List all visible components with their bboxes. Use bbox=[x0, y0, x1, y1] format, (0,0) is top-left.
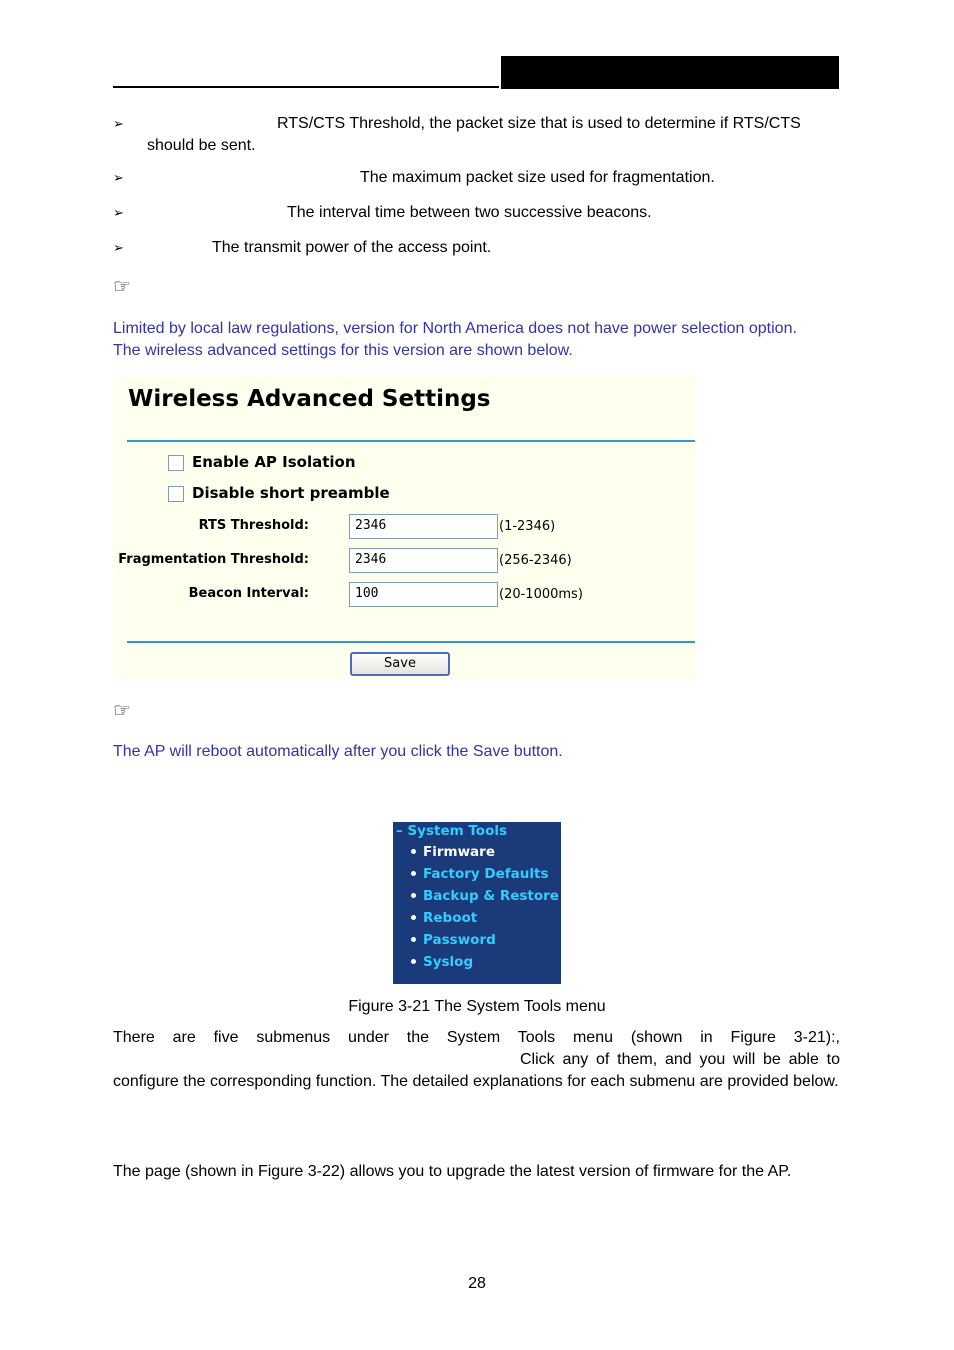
menu-item-password[interactable]: Password bbox=[411, 932, 496, 948]
bullet-beacon-text: The interval time between two successive beacons. bbox=[287, 204, 652, 221]
bullet-dot-icon bbox=[411, 871, 416, 876]
beacon-interval-input[interactable]: 100 bbox=[349, 582, 498, 607]
arrow-bullet-icon: ➢ bbox=[113, 240, 124, 255]
rts-threshold-input[interactable]: 2346 bbox=[349, 514, 498, 539]
paragraph-firmware-intro: The page (shown in Figure 3-22) allows you to upgrade the latest version of firmware for the AP. bbox=[113, 1163, 792, 1180]
menu-item-syslog[interactable]: Syslog bbox=[411, 954, 473, 970]
ap-isolation-label: Enable AP Isolation bbox=[192, 453, 356, 471]
short-preamble-label: Disable short preamble bbox=[192, 484, 390, 502]
bullet-dot-icon bbox=[411, 849, 416, 854]
top-divider bbox=[127, 440, 695, 442]
rts-threshold-label: RTS Threshold: bbox=[198, 518, 309, 533]
arrow-bullet-icon: ➢ bbox=[113, 205, 124, 220]
fragmentation-threshold-range: (256-2346) bbox=[499, 553, 572, 568]
arrow-bullet-icon: ➢ bbox=[113, 116, 124, 131]
bullet-rts-cont: should be sent. bbox=[147, 137, 256, 154]
rts-threshold-range: (1-2346) bbox=[499, 519, 556, 534]
arrow-bullet-icon: ➢ bbox=[113, 170, 124, 185]
short-preamble-checkbox[interactable] bbox=[168, 486, 184, 502]
collapse-icon: – bbox=[396, 823, 403, 839]
pointing-hand-icon: ☞ bbox=[113, 700, 131, 722]
bullet-dot-icon bbox=[411, 915, 416, 920]
note-text-1: Limited by local law regulations, version for North America does not have power selection option. The wireless advanced settings for this version are shown below. bbox=[113, 320, 797, 359]
paragraph-body: Click any of them, and you will be able to configure the corresponding function. The detailed explanations for each submenu are provided below. bbox=[113, 1051, 840, 1090]
bullet-frag-text: The maximum packet size used for fragmentation. bbox=[360, 169, 715, 186]
save-button[interactable]: Save bbox=[350, 652, 450, 676]
fragmentation-threshold-label: Fragmentation Threshold: bbox=[118, 552, 309, 567]
wireless-advanced-settings-panel bbox=[113, 376, 695, 680]
bullet-dot-icon bbox=[411, 893, 416, 898]
menu-item-backup-restore[interactable]: Backup & Restore bbox=[411, 888, 559, 904]
beacon-interval-label: Beacon Interval: bbox=[188, 586, 309, 601]
bullet-power-text: The transmit power of the access point. bbox=[212, 239, 492, 256]
bullet-dot-icon bbox=[411, 959, 416, 964]
fragmentation-threshold-input[interactable]: 2346 bbox=[349, 548, 498, 573]
bullet-dot-icon bbox=[411, 937, 416, 942]
page-number: 28 bbox=[468, 1275, 486, 1292]
menu-item-firmware[interactable]: Firmware bbox=[411, 844, 495, 860]
system-tools-menu bbox=[393, 822, 561, 984]
pointing-hand-icon: ☞ bbox=[113, 276, 131, 298]
menu-item-reboot[interactable]: Reboot bbox=[411, 910, 477, 926]
header-bar bbox=[501, 56, 839, 89]
menu-header[interactable] bbox=[396, 823, 507, 839]
note-text-2: The AP will reboot automatically after you click the Save button. bbox=[113, 743, 563, 760]
paragraph-line-1: There are five submenus under the System Tools menu (shown in Figure 3-21): , bbox=[113, 1029, 840, 1046]
header-rule bbox=[113, 86, 499, 88]
panel-title: Wireless Advanced Settings bbox=[128, 386, 491, 412]
ap-isolation-checkbox[interactable] bbox=[168, 455, 184, 471]
menu-item-factory-defaults[interactable]: Factory Defaults bbox=[411, 866, 549, 882]
bottom-divider bbox=[127, 641, 695, 643]
bullet-rts-text: RTS/CTS Threshold, the packet size that is used to determine if RTS/CTS bbox=[277, 115, 801, 132]
beacon-interval-range: (20-1000ms) bbox=[499, 587, 583, 602]
menu-header-label: System Tools bbox=[407, 823, 508, 839]
figure-caption: Figure 3-21 The System Tools menu bbox=[348, 998, 606, 1015]
